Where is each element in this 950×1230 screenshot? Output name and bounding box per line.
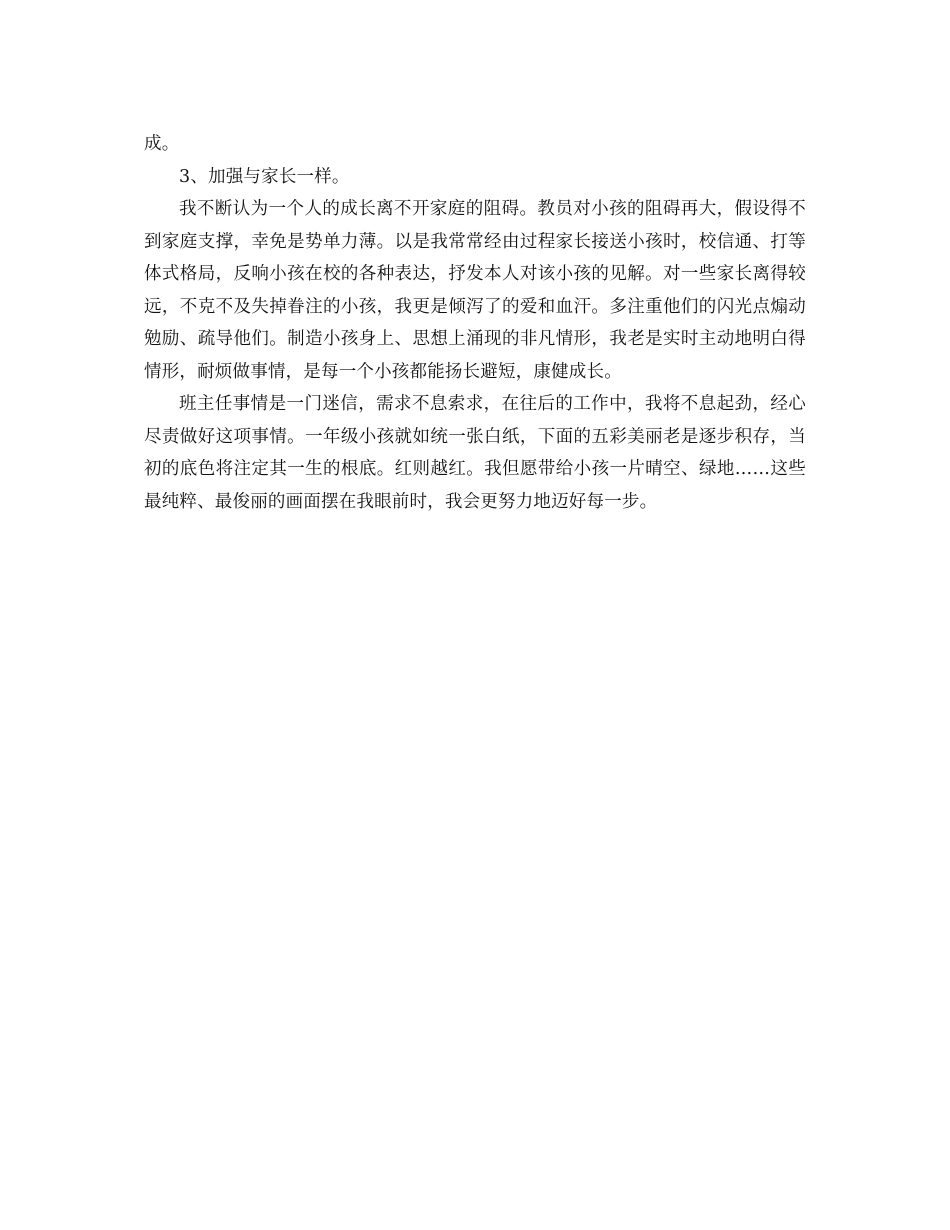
section-heading: 3、加强与家长一样。 <box>179 166 350 187</box>
paragraph-continuation: 成。 <box>144 134 180 154</box>
paragraph-family-cooperation: 我不断认为一个人的成长离不开家庭的阻碍。教员对小孩的阻碍再大，假设得不到家庭支撑，幸免是势单力薄。以是我常常经由过程家长接送小孩时，校信通、打等体式格局，反响小孩在校的各种表达，抒发本人对该小孩的见解。对一些家长离得较远，不克不及失掉眷注的小孩，我更是倾泻了的爱和血汗。多注重他们的闪光点煽动勉励、疏导他们。制造小孩身上、思想上涌现的非凡情形，我老是实时主动地明白得情形，耐烦做事情，是每一个小孩都能扬长避短，康健成长。 <box>144 199 806 382</box>
paragraph-conclusion: 班主任事情是一门迷信，需求不息索求，在往后的工作中，我将不息起劲，经心尽责做好这项事情。一年级小孩就如统一张白纸，下面的五彩美丽老是逐步积存，当初的底色将注定其一生的根底。红则越红。我但愿带给小孩一片晴空、绿地……这些最纯粹、最俊丽的画面摆在我眼前时，我会更努力地迈好每一步。 <box>144 394 806 512</box>
document-body <box>144 128 806 518</box>
